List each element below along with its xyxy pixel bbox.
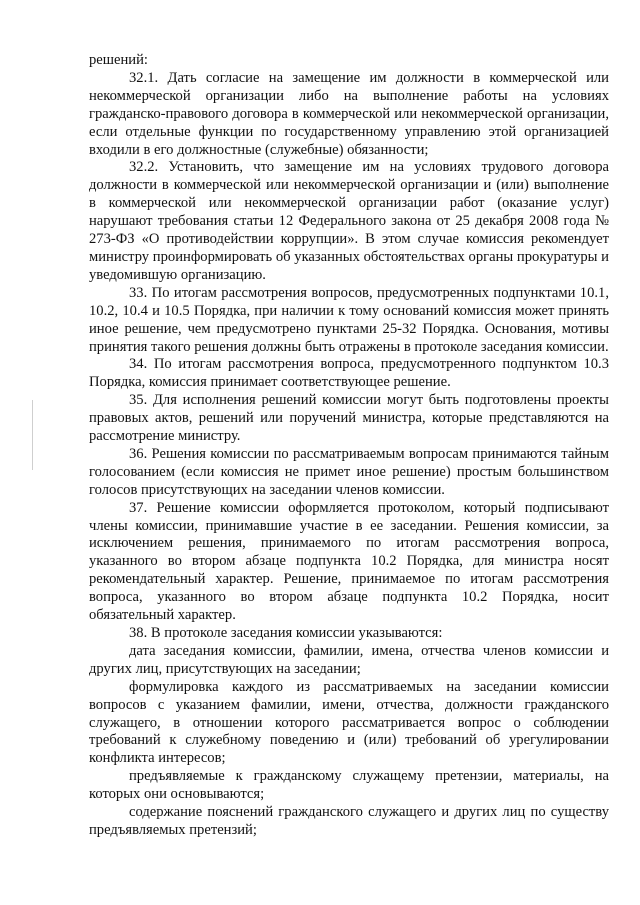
paragraph: 32.2. Установить, что замещение им на условиях трудового договора должности в коммерческой или некоммерческой организации и (или) выполнение в коммерческой или некоммерческой организации работ (оказание услуг) нарушают требования статьи 12 Федерального закона от 25 декабря 2008 года № 273-ФЗ «О противодействии коррупции». В этом случае комиссия рекомендует министру проинформировать об указанных обстоятельствах органы прокуратуры и уведомившую организацию. [89, 159, 609, 283]
paragraph: формулировка каждого из рассматриваемых на заседании комиссии вопросов с указанием фамилии, имени, отчества, должности гражданского служащего, в отношении которого рассматривается вопрос о соблюдении требований к служебному поведению и (или) требований об урегулировании конфликта интересов; [89, 678, 609, 767]
paragraph: предъявляемые к гражданскому служащему претензии, материалы, на которых они основываются; [89, 768, 609, 803]
paragraph: 34. По итогам рассмотрения вопроса, предусмотренного подпунктом 10.3 Порядка, комиссия принимает соответствующее решение. [89, 356, 609, 391]
paragraph: 37. Решение комиссии оформляется протоколом, который подписывают члены комиссии, принимавшие участие в ее заседании. Решения комиссии, за исключением решения, принимаемого по итогам рассмотрения вопроса, указанного во втором абзаце подпункта 10.2 Порядка, для министра носят рекомендательный характер. Решение, принимаемое по итогам рассмотрения вопроса, указанного во втором абзаце подпункта 10.2 Порядка, носит обязательный характер. [89, 499, 609, 624]
scan-edge-mark [32, 400, 33, 470]
paragraph: 33. По итогам рассмотрения вопросов, предусмотренных подпунктами 10.1, 10.2, 10.4 и 10.5 Порядка, при наличии к тому оснований комиссия может принять иное решение, чем предусмотрено пунктами 25-32 Порядка. Основания, мотивы принятия такого решения должны быть отражены в протоколе заседания комиссии. [89, 284, 609, 355]
document-body [89, 52, 609, 840]
paragraph: 38. В протоколе заседания комиссии указываются: [129, 625, 443, 641]
paragraph: 36. Решения комиссии по рассматриваемым вопросам принимаются тайным голосованием (если комиссия не примет иное решение) простым большинством голосов присутствующих на заседании членов комиссии. [89, 445, 609, 498]
paragraph: решений: [89, 52, 148, 68]
paragraph: дата заседания комиссии, фамилии, имена, отчества членов комиссии и других лиц, присутствующих на заседании; [89, 642, 609, 677]
paragraph: 32.1. Дать согласие на замещение им должности в коммерческой или некоммерческой организации либо на выполнение работы на условиях гражданско-правового договора в коммерческой или некоммерческой организации, если отдельные функции по государственному управлению этой организацией входили в его должностные (служебные) обязанности; [89, 69, 609, 158]
paragraph: 35. Для исполнения решений комиссии могут быть подготовлены проекты правовых актов, решений или поручений министра, которые представляются на рассмотрение министру. [89, 392, 609, 445]
paragraph: содержание пояснений гражданского служащего и других лиц по существу предъявляемых претензий; [89, 804, 609, 838]
